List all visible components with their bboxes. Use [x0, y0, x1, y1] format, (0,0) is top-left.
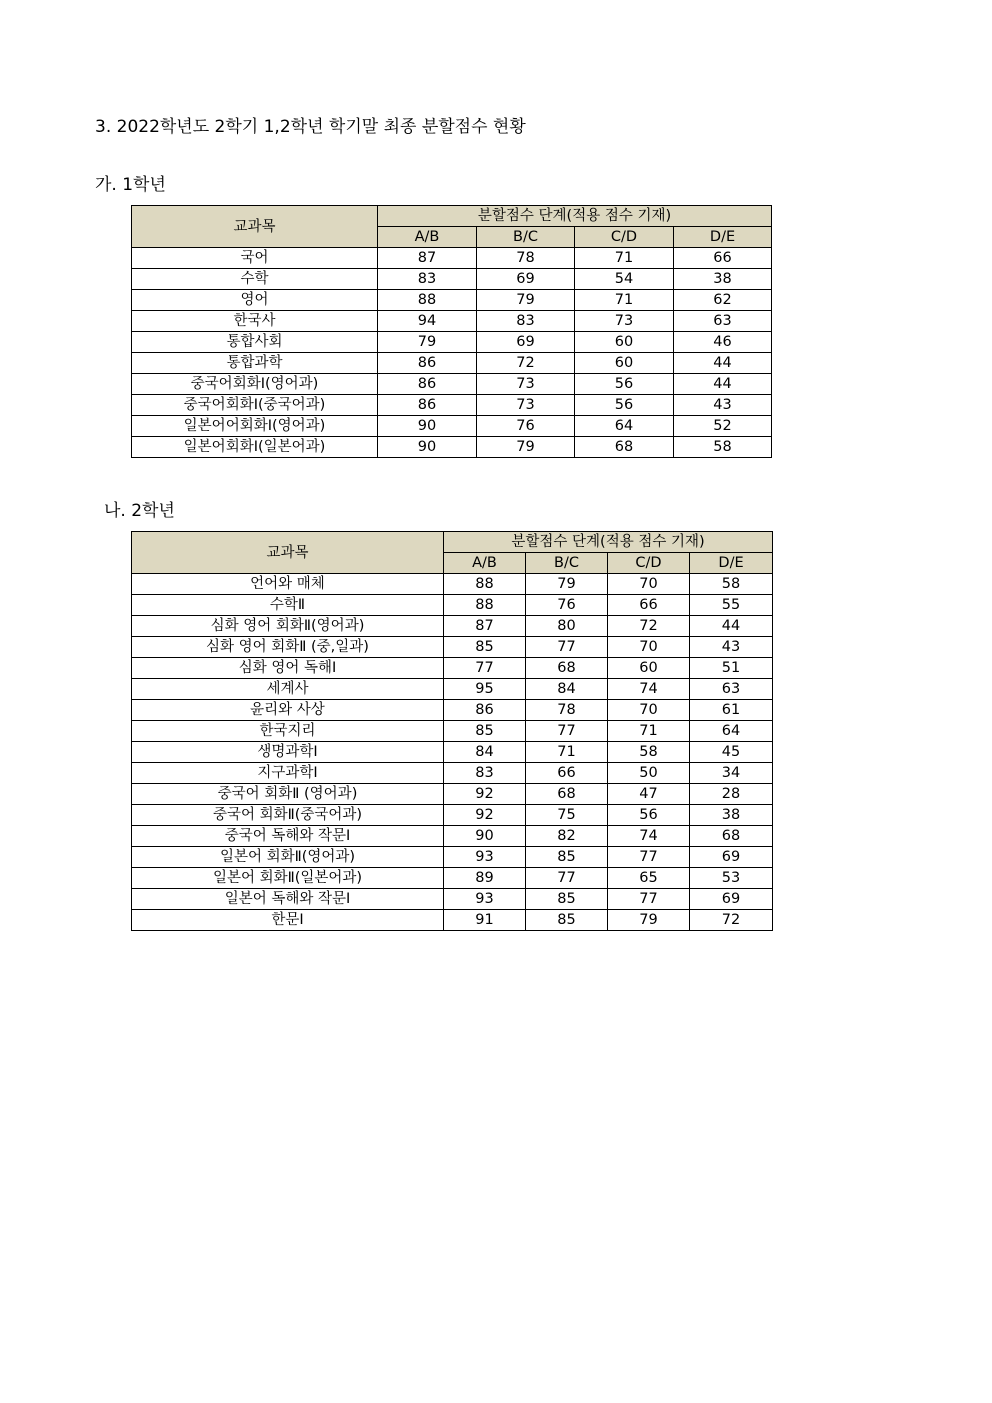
score-cell: 79 [477, 437, 575, 458]
score-cell: 53 [690, 868, 773, 889]
score-cell: 70 [608, 700, 690, 721]
header-cut-score-group: 분할점수 단계(적용 점수 기재) [444, 532, 773, 553]
score-cell: 93 [444, 847, 526, 868]
score-cell: 73 [477, 374, 575, 395]
score-cell: 85 [526, 910, 608, 931]
score-cell: 83 [444, 763, 526, 784]
header-bc: B/C [477, 227, 575, 248]
score-cell: 56 [575, 374, 674, 395]
score-cell: 86 [378, 374, 477, 395]
header-subject: 교과목 [132, 206, 378, 248]
score-cell: 44 [674, 353, 772, 374]
subject-cell: 일본어 회화Ⅱ(일본어과) [132, 868, 444, 889]
subject-cell: 일본어회화Ⅰ(일본어과) [132, 437, 378, 458]
score-cell: 93 [444, 889, 526, 910]
table-row [132, 679, 773, 700]
subject-cell: 심화 영어 독해Ⅰ [132, 658, 444, 679]
subject-cell: 국어 [132, 248, 378, 269]
score-cell: 44 [690, 616, 773, 637]
score-cell: 84 [444, 742, 526, 763]
subject-cell: 수학Ⅱ [132, 595, 444, 616]
score-cell: 51 [690, 658, 773, 679]
score-cell: 60 [575, 353, 674, 374]
score-cell: 46 [674, 332, 772, 353]
score-cell: 66 [674, 248, 772, 269]
header-cd: C/D [608, 553, 690, 574]
header-subject: 교과목 [132, 532, 444, 574]
score-cell: 78 [526, 700, 608, 721]
score-cell: 60 [608, 658, 690, 679]
score-cell: 56 [608, 805, 690, 826]
score-cell: 77 [608, 889, 690, 910]
score-cell: 85 [526, 889, 608, 910]
score-cell: 66 [526, 763, 608, 784]
score-cell: 72 [477, 353, 575, 374]
score-cell: 60 [575, 332, 674, 353]
table-row [132, 353, 772, 374]
score-cell: 58 [674, 437, 772, 458]
section-heading-grade1: 가. 1학년 [95, 175, 166, 195]
score-cell: 95 [444, 679, 526, 700]
score-cell: 58 [690, 574, 773, 595]
subject-cell: 한문Ⅰ [132, 910, 444, 931]
subject-cell: 심화 영어 회화Ⅱ (중,일과) [132, 637, 444, 658]
subject-cell: 한국사 [132, 311, 378, 332]
score-cell: 70 [608, 637, 690, 658]
score-cell: 86 [378, 395, 477, 416]
table-row [132, 742, 773, 763]
table-row [132, 658, 773, 679]
score-cell: 79 [477, 290, 575, 311]
score-cell: 34 [690, 763, 773, 784]
table-row [132, 616, 773, 637]
table-row [132, 311, 772, 332]
table-row [132, 889, 773, 910]
subject-cell: 생명과학Ⅰ [132, 742, 444, 763]
subject-cell: 중국어 회화Ⅱ (영어과) [132, 784, 444, 805]
score-cell: 77 [526, 721, 608, 742]
header-bc: B/C [526, 553, 608, 574]
score-cell: 92 [444, 784, 526, 805]
score-cell: 56 [575, 395, 674, 416]
score-cell: 74 [608, 679, 690, 700]
score-cell: 63 [690, 679, 773, 700]
score-cell: 80 [526, 616, 608, 637]
score-cell: 87 [444, 616, 526, 637]
grade1-score-table [131, 205, 772, 458]
score-cell: 71 [575, 248, 674, 269]
subject-cell: 윤리와 사상 [132, 700, 444, 721]
score-cell: 64 [575, 416, 674, 437]
table-row [132, 826, 773, 847]
score-cell: 88 [378, 290, 477, 311]
table-row [132, 700, 773, 721]
score-cell: 66 [608, 595, 690, 616]
score-cell: 76 [526, 595, 608, 616]
score-cell: 45 [690, 742, 773, 763]
table-row [132, 437, 772, 458]
score-cell: 85 [444, 637, 526, 658]
subject-cell: 일본어 회화Ⅱ(영어과) [132, 847, 444, 868]
score-cell: 79 [608, 910, 690, 931]
table-row [132, 868, 773, 889]
score-cell: 90 [378, 437, 477, 458]
table-row [132, 637, 773, 658]
table-row [132, 805, 773, 826]
header-de: D/E [690, 553, 773, 574]
score-cell: 70 [608, 574, 690, 595]
subject-cell: 중국어회화Ⅰ(중국어과) [132, 395, 378, 416]
table-row [132, 248, 772, 269]
table-row [132, 763, 773, 784]
document-title: 3. 2022학년도 2학기 1,2학년 학기말 최종 분할점수 현황 [95, 117, 526, 137]
score-cell: 75 [526, 805, 608, 826]
table-row [132, 847, 773, 868]
score-cell: 54 [575, 269, 674, 290]
table-row [132, 574, 773, 595]
score-cell: 73 [477, 395, 575, 416]
score-cell: 86 [444, 700, 526, 721]
score-cell: 68 [575, 437, 674, 458]
score-cell: 69 [690, 847, 773, 868]
score-cell: 63 [674, 311, 772, 332]
subject-cell: 심화 영어 회화Ⅱ(영어과) [132, 616, 444, 637]
table-row [132, 416, 772, 437]
subject-cell: 일본어 독해와 작문Ⅰ [132, 889, 444, 910]
score-cell: 77 [526, 868, 608, 889]
score-cell: 69 [477, 269, 575, 290]
header-cut-score-group: 분할점수 단계(적용 점수 기재) [378, 206, 772, 227]
score-cell: 68 [690, 826, 773, 847]
section-heading-grade2: 나. 2학년 [104, 501, 175, 521]
score-cell: 69 [690, 889, 773, 910]
score-cell: 38 [674, 269, 772, 290]
table-row [132, 910, 773, 931]
subject-cell: 지구과학Ⅰ [132, 763, 444, 784]
score-cell: 55 [690, 595, 773, 616]
score-cell: 72 [690, 910, 773, 931]
score-cell: 87 [378, 248, 477, 269]
header-de: D/E [674, 227, 772, 248]
subject-cell: 영어 [132, 290, 378, 311]
score-cell: 72 [608, 616, 690, 637]
header-ab: A/B [444, 553, 526, 574]
score-cell: 88 [444, 574, 526, 595]
subject-cell: 수학 [132, 269, 378, 290]
table-row [132, 784, 773, 805]
subject-cell: 한국지리 [132, 721, 444, 742]
score-cell: 91 [444, 910, 526, 931]
score-cell: 58 [608, 742, 690, 763]
subject-cell: 통합사회 [132, 332, 378, 353]
table-row [132, 395, 772, 416]
score-cell: 90 [378, 416, 477, 437]
table-row [132, 595, 773, 616]
score-cell: 43 [674, 395, 772, 416]
subject-cell: 통합과학 [132, 353, 378, 374]
score-cell: 71 [526, 742, 608, 763]
table-row [132, 290, 772, 311]
score-cell: 78 [477, 248, 575, 269]
subject-cell: 중국어 회화Ⅱ(중국어과) [132, 805, 444, 826]
score-cell: 88 [444, 595, 526, 616]
subject-cell: 중국어회화Ⅰ(영어과) [132, 374, 378, 395]
score-cell: 82 [526, 826, 608, 847]
table-row [132, 269, 772, 290]
score-cell: 94 [378, 311, 477, 332]
score-cell: 83 [378, 269, 477, 290]
score-cell: 68 [526, 658, 608, 679]
score-cell: 69 [477, 332, 575, 353]
score-cell: 92 [444, 805, 526, 826]
subject-cell: 언어와 매체 [132, 574, 444, 595]
subject-cell: 세계사 [132, 679, 444, 700]
score-cell: 28 [690, 784, 773, 805]
score-cell: 73 [575, 311, 674, 332]
score-cell: 86 [378, 353, 477, 374]
score-cell: 47 [608, 784, 690, 805]
score-cell: 77 [444, 658, 526, 679]
subject-cell: 중국어 독해와 작문Ⅰ [132, 826, 444, 847]
score-cell: 79 [526, 574, 608, 595]
score-cell: 68 [526, 784, 608, 805]
score-cell: 61 [690, 700, 773, 721]
score-cell: 83 [477, 311, 575, 332]
score-cell: 85 [444, 721, 526, 742]
grade2-table-body [132, 574, 773, 931]
header-cd: C/D [575, 227, 674, 248]
score-cell: 85 [526, 847, 608, 868]
score-cell: 76 [477, 416, 575, 437]
score-cell: 38 [690, 805, 773, 826]
score-cell: 71 [575, 290, 674, 311]
score-cell: 43 [690, 637, 773, 658]
score-cell: 52 [674, 416, 772, 437]
grade1-table-body [132, 248, 772, 458]
score-cell: 79 [378, 332, 477, 353]
score-cell: 64 [690, 721, 773, 742]
score-cell: 44 [674, 374, 772, 395]
score-cell: 89 [444, 868, 526, 889]
header-ab: A/B [378, 227, 477, 248]
score-cell: 74 [608, 826, 690, 847]
score-cell: 71 [608, 721, 690, 742]
score-cell: 90 [444, 826, 526, 847]
table-row [132, 374, 772, 395]
table-row [132, 332, 772, 353]
score-cell: 77 [608, 847, 690, 868]
score-cell: 65 [608, 868, 690, 889]
score-cell: 50 [608, 763, 690, 784]
score-cell: 84 [526, 679, 608, 700]
grade2-score-table [131, 531, 773, 931]
score-cell: 62 [674, 290, 772, 311]
table-row [132, 721, 773, 742]
score-cell: 77 [526, 637, 608, 658]
subject-cell: 일본어어회화Ⅰ(영어과) [132, 416, 378, 437]
